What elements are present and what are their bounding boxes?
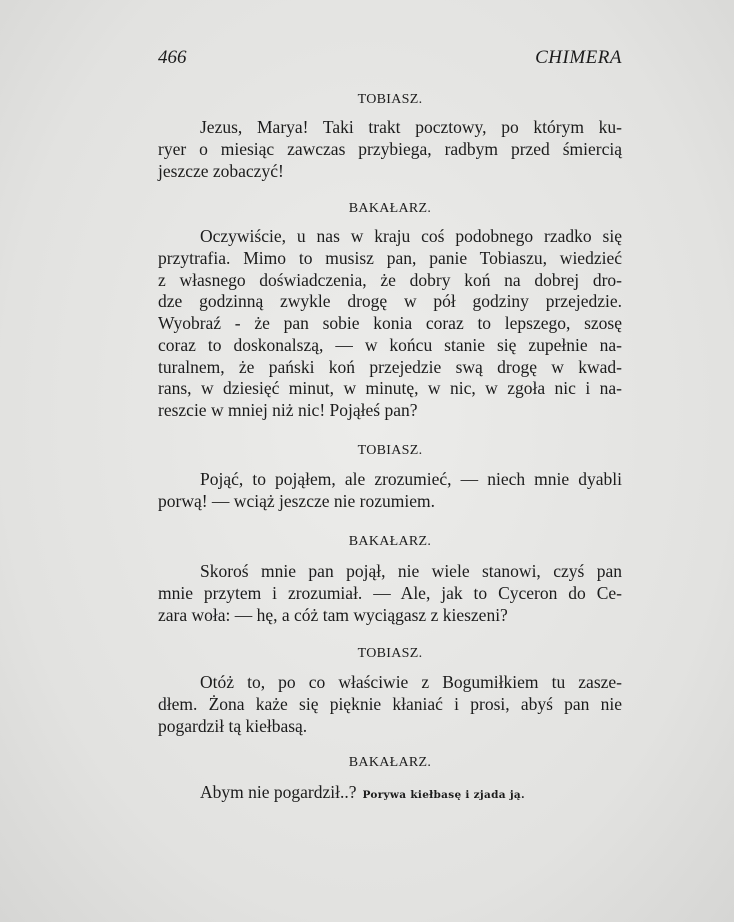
text-line xyxy=(158,583,622,604)
text-line xyxy=(158,357,622,378)
speaker-name: BAKAŁARZ. xyxy=(348,201,432,216)
text-line xyxy=(158,291,622,312)
text-line xyxy=(158,335,622,356)
line-text: turalnem, że pański koń przejedzie swą drogę w kwad- xyxy=(158,357,622,377)
speaker-name: BAKAŁARZ. xyxy=(348,534,432,549)
text-line xyxy=(158,313,622,334)
line-text: dze godzinną zwykle drogę w pół godziny przejedzie. xyxy=(158,291,622,311)
text-line xyxy=(200,782,622,803)
text-line xyxy=(158,605,622,626)
line-text: Abym nie pogardził..? xyxy=(200,782,357,802)
text-line xyxy=(200,561,622,582)
text-line xyxy=(158,248,622,269)
stage-direction: Porywa kiełbasę i zjada ją. xyxy=(362,789,525,801)
text-line xyxy=(158,139,622,160)
line-text: porwą! — wciąż jeszcze nie rozumiem. xyxy=(158,491,435,511)
line-text: reszcie w mniej niż nic! Pojąłeś pan? xyxy=(158,400,418,420)
text-line xyxy=(158,161,622,182)
text-line xyxy=(200,117,622,138)
line-text: Skoroś mnie pan pojął, nie wiele stanowi, czyś pan xyxy=(200,561,622,581)
text-line xyxy=(158,270,622,291)
line-text: dłem. Żona każe się pięknie kłaniać i prosi, abyś pan nie xyxy=(158,694,622,714)
speaker-name: TOBIASZ. xyxy=(357,443,423,458)
line-text: pogardził tą kiełbasą. xyxy=(158,716,308,736)
line-text: mnie przytem i zrozumiał. — Ale, jak to Cyceron do Ce- xyxy=(158,583,622,603)
speaker-name: BAKAŁARZ. xyxy=(348,755,432,770)
line-text: jeszcze zobaczyć! xyxy=(158,161,284,181)
line-text: Pojąć, to pojąłem, ale zrozumieć, — niech mnie dyabli xyxy=(200,469,622,489)
line-text: przytrafia. Mimo to musisz pan, panie Tobiaszu, wiedzieć xyxy=(158,248,622,268)
running-title: CHIMERA xyxy=(535,47,622,68)
text-line xyxy=(200,672,622,693)
line-text: coraz to doskonalszą, — w końcu stanie się zupełnie na- xyxy=(158,335,622,355)
text-line xyxy=(158,378,622,399)
text-line xyxy=(158,491,622,512)
text-line xyxy=(158,694,622,715)
line-text: Wyobraź - że pan sobie konia coraz to lepszego, szosę xyxy=(158,313,622,333)
line-text: Jezus, Marya! Taki trakt pocztowy, po którym ku- xyxy=(200,117,622,137)
text-line xyxy=(158,716,622,737)
text-line xyxy=(158,400,622,421)
line-text: rans, w dziesięć minut, w minutę, w nic, w zgoła nic i na- xyxy=(158,378,622,398)
line-text: zara woła: — hę, a cóż tam wyciągasz z kieszeni? xyxy=(158,605,508,625)
line-text: Otóż to, po co właściwie z Bogumiłkiem tu zasze- xyxy=(200,672,622,692)
text-line xyxy=(200,226,622,247)
speaker-name: TOBIASZ. xyxy=(357,646,423,661)
line-text: z własnego doświadczenia, że dobry koń na dobrej dro- xyxy=(158,270,622,290)
speaker-name: TOBIASZ. xyxy=(357,92,423,107)
line-text: ryer o miesiąc zawczas przybiega, radbym przed śmiercią xyxy=(158,139,622,159)
page-number: 466 xyxy=(158,47,187,68)
text-line xyxy=(200,469,622,490)
line-text: Oczywiście, u nas w kraju coś podobnego rzadko się xyxy=(200,226,622,246)
